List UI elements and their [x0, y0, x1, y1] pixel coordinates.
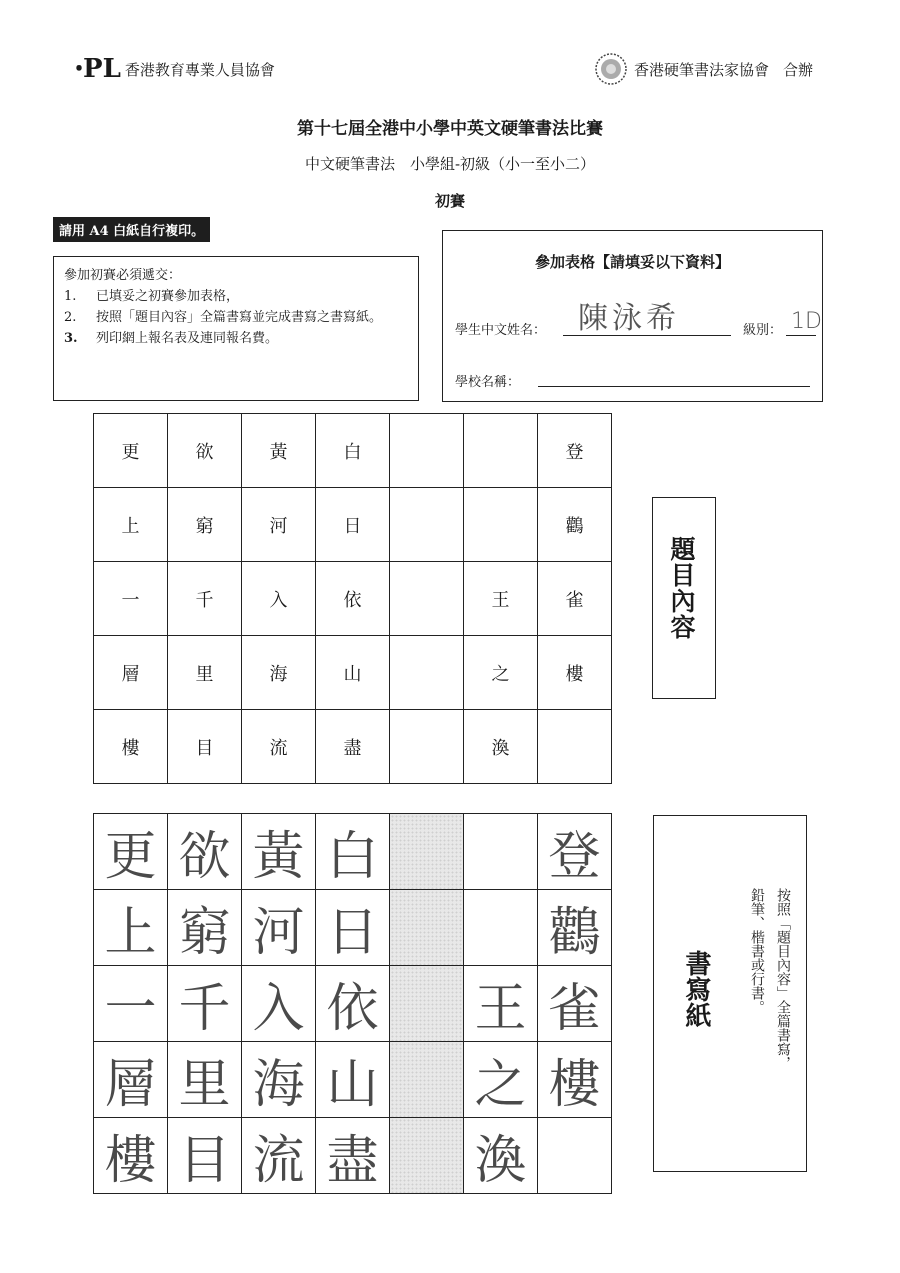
requirements-box: [53, 256, 419, 401]
poem-cell: [464, 414, 538, 488]
writing-cell: 鸛: [538, 890, 612, 966]
student-name-label: 學生中文姓名：: [455, 323, 547, 338]
writing-cell: 渙: [464, 1118, 538, 1194]
writing-cell: 上: [94, 890, 168, 966]
print-notice: 請用 A4 白紙自行複印。: [53, 217, 210, 242]
list-item: 3. 列印網上報名表及連同報名費。: [64, 331, 279, 346]
poem-cell: [538, 710, 612, 784]
writing-cell: 樓: [538, 1042, 612, 1118]
table-row: [94, 636, 612, 710]
writing-cell: [390, 966, 464, 1042]
table-row: [94, 814, 612, 890]
writing-cell: 層: [94, 1042, 168, 1118]
writing-cell: 流: [242, 1118, 316, 1194]
writing-cell: 更: [94, 814, 168, 890]
poem-cell: 王: [464, 562, 538, 636]
poem-cell: 日: [316, 488, 390, 562]
class-value: 1D: [791, 309, 822, 334]
school-name-field[interactable]: [538, 386, 810, 387]
list-item: 1. 已填妥之初賽參加表格，: [64, 289, 240, 304]
writing-cell: [464, 814, 538, 890]
topic-label: 題目內容: [667, 536, 696, 640]
poem-cell: 渙: [464, 710, 538, 784]
poem-cell: 上: [94, 488, 168, 562]
competition-title: 第十七屆全港中小學中英文硬筆書法比賽: [297, 119, 603, 139]
writing-instruction-2: 鉛筆、楷書或行書。: [749, 888, 765, 1014]
table-row: [94, 562, 612, 636]
table-row: [94, 1042, 612, 1118]
writing-cell: 登: [538, 814, 612, 890]
writing-cell: 目: [168, 1118, 242, 1194]
topic-grid: [93, 413, 612, 784]
table-row: [94, 488, 612, 562]
table-row: [94, 1118, 612, 1194]
registration-form: [442, 230, 823, 402]
requirements-heading: 參加初賽必須遞交：: [64, 268, 182, 283]
writing-cell: [390, 890, 464, 966]
writing-cell: [464, 890, 538, 966]
writing-cell: 王: [464, 966, 538, 1042]
hkcalligraphy-logo: [594, 52, 813, 86]
writing-cell: 白: [316, 814, 390, 890]
writing-cell: 日: [316, 890, 390, 966]
poem-cell: 入: [242, 562, 316, 636]
school-name-label: 學校名稱：: [455, 375, 521, 390]
writing-cell: 海: [242, 1042, 316, 1118]
writing-grid: [93, 813, 612, 1194]
form-title: 參加表格【請填妥以下資料】: [534, 253, 730, 271]
writing-cell: 盡: [316, 1118, 390, 1194]
writing-cell: 里: [168, 1042, 242, 1118]
poem-cell: [464, 488, 538, 562]
poem-cell: 河: [242, 488, 316, 562]
writing-cell: [390, 1118, 464, 1194]
poem-cell: [390, 488, 464, 562]
left-organization: 香港教育專業人員協會: [124, 60, 275, 79]
class-label: 級別：: [743, 323, 783, 338]
writing-instruction-1: 按照「題目內容」全篇書寫，: [775, 888, 791, 1070]
writing-cell: 黃: [242, 814, 316, 890]
poem-cell: [390, 414, 464, 488]
poem-cell: 層: [94, 636, 168, 710]
table-row: [94, 890, 612, 966]
writing-cell: 雀: [538, 966, 612, 1042]
table-row: [94, 710, 612, 784]
poem-cell: 黃: [242, 414, 316, 488]
writing-cell: 千: [168, 966, 242, 1042]
poem-cell: [390, 710, 464, 784]
poem-cell: 雀: [538, 562, 612, 636]
table-row: [94, 414, 612, 488]
table-row: [94, 966, 612, 1042]
poem-cell: 依: [316, 562, 390, 636]
writing-cell: 欲: [168, 814, 242, 890]
poem-cell: 里: [168, 636, 242, 710]
pl-logo-icon: ꞏPL: [75, 54, 121, 84]
requirements-list: [64, 286, 408, 349]
poem-cell: 山: [316, 636, 390, 710]
student-name-value: 陳泳希: [578, 301, 680, 336]
writing-cell: [538, 1118, 612, 1194]
writing-cell: [390, 814, 464, 890]
poem-cell: 流: [242, 710, 316, 784]
right-organization: 香港硬筆書法家協會: [634, 60, 770, 79]
writing-cell: [390, 1042, 464, 1118]
writing-cell: 河: [242, 890, 316, 966]
writing-label: 書寫紙: [681, 950, 711, 1028]
poem-cell: 欲: [168, 414, 242, 488]
poem-cell: 窮: [168, 488, 242, 562]
poem-cell: 目: [168, 710, 242, 784]
poem-cell: 更: [94, 414, 168, 488]
poem-cell: [390, 562, 464, 636]
co-organize-label: 合辦: [783, 60, 814, 79]
poem-cell: [390, 636, 464, 710]
poem-cell: 白: [316, 414, 390, 488]
topic-label-box: [652, 497, 716, 699]
category-subtitle: 中文硬筆書法 小學組-初級（小一至小二）: [304, 155, 596, 173]
writing-cell: 入: [242, 966, 316, 1042]
poem-cell: 樓: [94, 710, 168, 784]
writing-cell: 山: [316, 1042, 390, 1118]
writing-cell: 一: [94, 966, 168, 1042]
hkpta-logo: [75, 56, 275, 82]
writing-cell: 樓: [94, 1118, 168, 1194]
poem-cell: 盡: [316, 710, 390, 784]
poem-cell: 一: [94, 562, 168, 636]
poem-cell: 鸛: [538, 488, 612, 562]
list-item: 2. 按照「題目內容」全篇書寫並完成書寫之書寫紙。: [64, 310, 383, 325]
seal-icon: [594, 52, 628, 86]
writing-label-box: [653, 815, 807, 1172]
writing-cell: 窮: [168, 890, 242, 966]
poem-cell: 海: [242, 636, 316, 710]
writing-cell: 依: [316, 966, 390, 1042]
class-field[interactable]: [786, 335, 816, 336]
poem-cell: 登: [538, 414, 612, 488]
poem-cell: 樓: [538, 636, 612, 710]
poem-cell: 之: [464, 636, 538, 710]
poem-cell: 千: [168, 562, 242, 636]
round-label: 初賽: [434, 192, 465, 210]
writing-cell: 之: [464, 1042, 538, 1118]
